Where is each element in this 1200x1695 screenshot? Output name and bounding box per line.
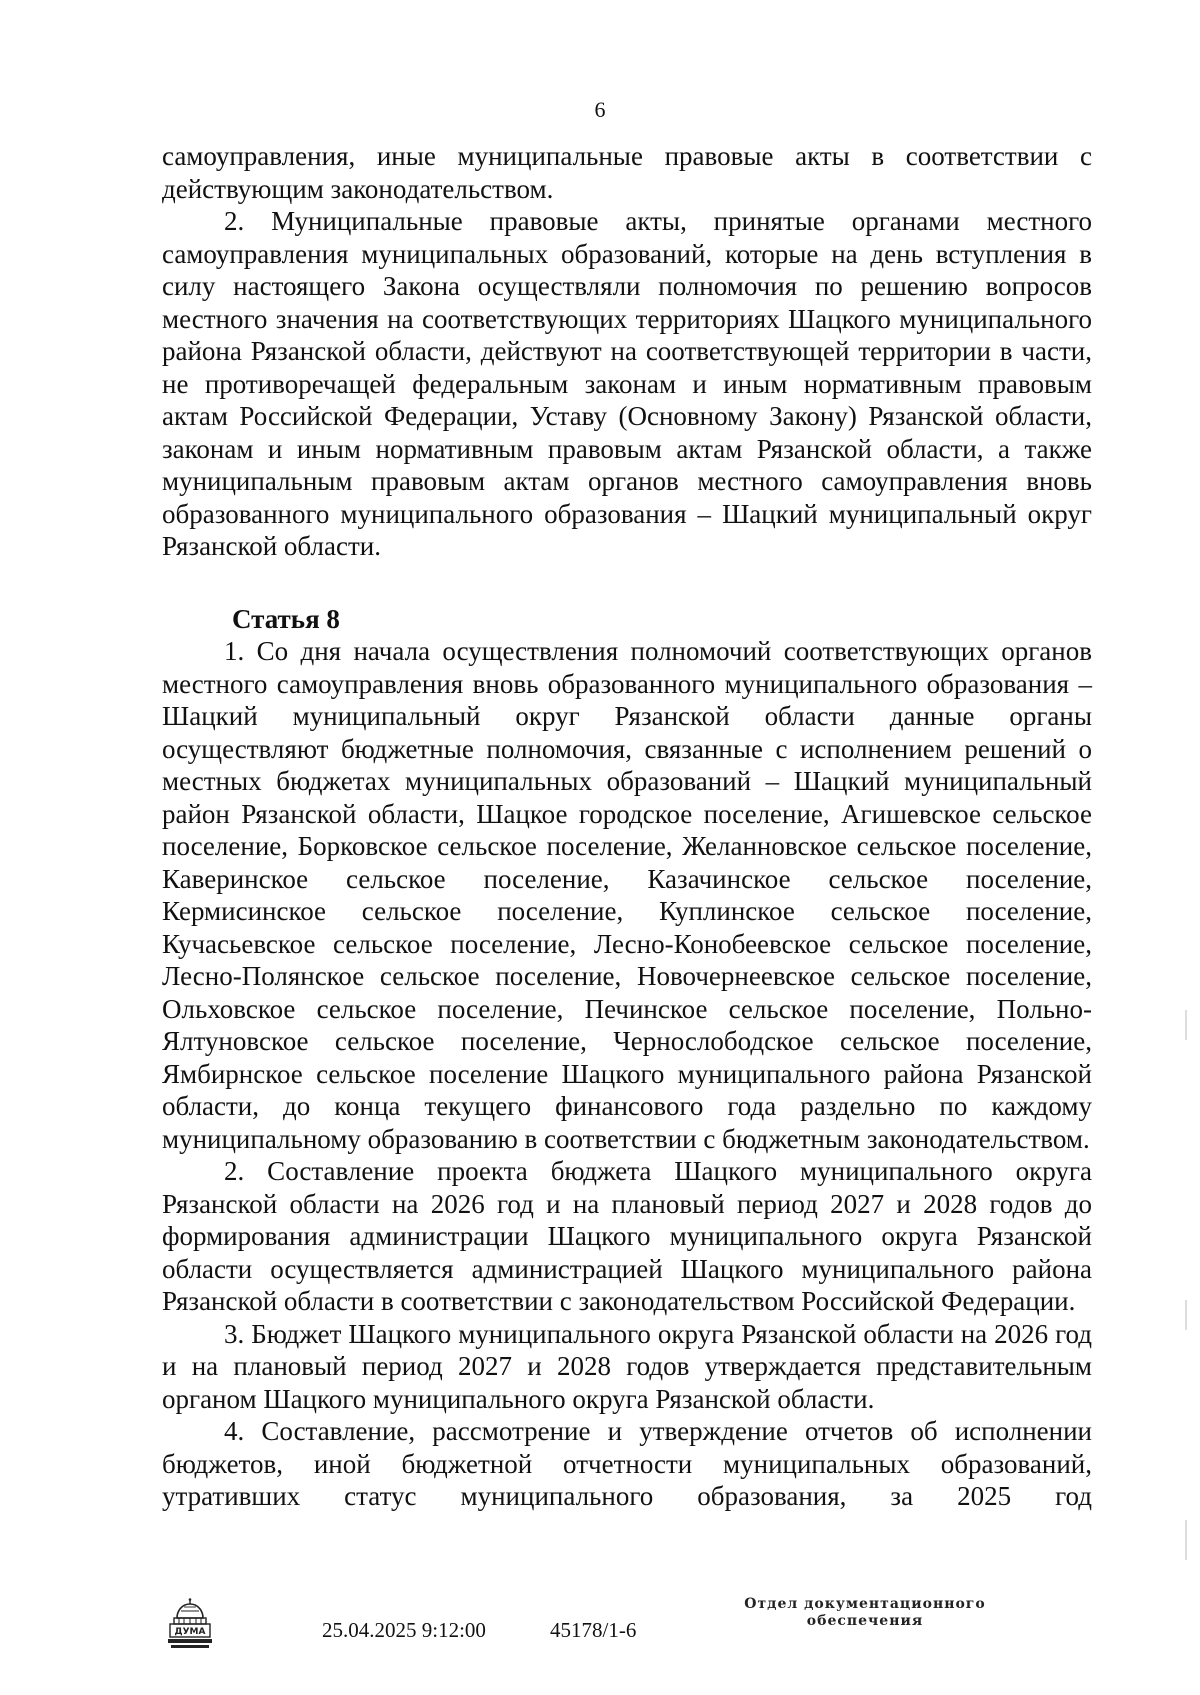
footer-datetime: 25.04.2025 9:12:00 (322, 1618, 486, 1642)
scan-margin-marks (1184, 1000, 1188, 1600)
paragraph-continuation: самоуправления, иные муниципальные правовые акты в соответствии с действующим законодательством. (162, 141, 1092, 204)
article-paragraph-4: 4. Составление, рассмотрение и утверждение отчетов об исполнении бюджетов, иной бюджетной отчетности муниципальных образований, утративших статус муниципального образования, за 2025 год (162, 1416, 1092, 1511)
duma-logo-icon (168, 1598, 212, 1650)
footer-doc-number: 45178/1-6 (550, 1618, 637, 1642)
paragraph-item-2: 2. Муниципальные правовые акты, принятые органами местного самоуправления муниципальных образований, которые на день вступления в силу настоящего Закона осуществляли полномочия по решению вопросов местного значения на соответствующих территориях Шацкого муниципального района Рязанской области, действуют на соответствующей территории в части, не противоречащей федеральным законам и иным нормативным правовым актам Российской Федерации, Уставу (Основному Закону) Рязанской области, законам и иным нормативным правовым актам Рязанской области, а также муниципальным правовым актам органов местного самоуправления вновь образованного муниципального образования – Шацкий муниципальный округ Рязанской области. (162, 206, 1092, 561)
article-paragraph-1: 1. Со дня начала осуществления полномочий соответствующих органов местного самоуправления вновь образованного муниципального образования – Шацкий муниципальный округ Рязанской области данные органы осуществляют бюджетные полномочия, связанные с исполнением решений о местных бюджетах муниципальных образований – Шацкий муниципальный район Рязанской области, Шацкое городское поселение, Агишевское сельское поселение, Борковское сельское поселение, Желанновское сельское поселение, Каверинское сельское поселение, Казачинское сельское поселение, Кермисинское сельское поселение, Куплинское сельское поселение, Кучасьевское сельское поселение, Лесно-Конобеевское сельское поселение, Лесно-Полянское сельское поселение, Новочернеевское сельское поселение, Ольховское сельское поселение, Печинское сельское поселение, Польно-Ялтуновское сельское поселение, Чернослободское сельское поселение, Ямбирнское сельское поселение Шацкого муниципального района Рязанской области, до конца текущего финансового года раздельно по каждому муниципальному образованию в соответствии с бюджетным законодательством. (162, 636, 1092, 1154)
department-stamp (730, 1596, 1000, 1630)
article-paragraph-2: 2. Составление проекта бюджета Шацкого муниципального округа Рязанской области на 2026 год и на плановый период 2027 и 2028 годов до формирования администрации Шацкого муниципального округа Рязанской области осуществляется администрацией Шацкого муниципального района Рязанской области в соответствии с законодательством Российской Федерации. (162, 1156, 1092, 1316)
duma-logo-text: ДУМА (174, 1627, 206, 1637)
article-paragraph-3: 3. Бюджет Шацкого муниципального округа Рязанской области на 2026 год и на плановый период 2027 и 2028 годов утверждается представительным органом Шацкого муниципального округа Рязанской области. (162, 1318, 1092, 1414)
document-body (162, 140, 1092, 1513)
article-heading: Статья 8 (232, 603, 340, 634)
stamp-line-2: обеспечения (806, 1613, 924, 1629)
page-footer (0, 1590, 1200, 1670)
page-number: 6 (594, 97, 606, 122)
stamp-line-1: Отдел документационного (744, 1596, 986, 1612)
